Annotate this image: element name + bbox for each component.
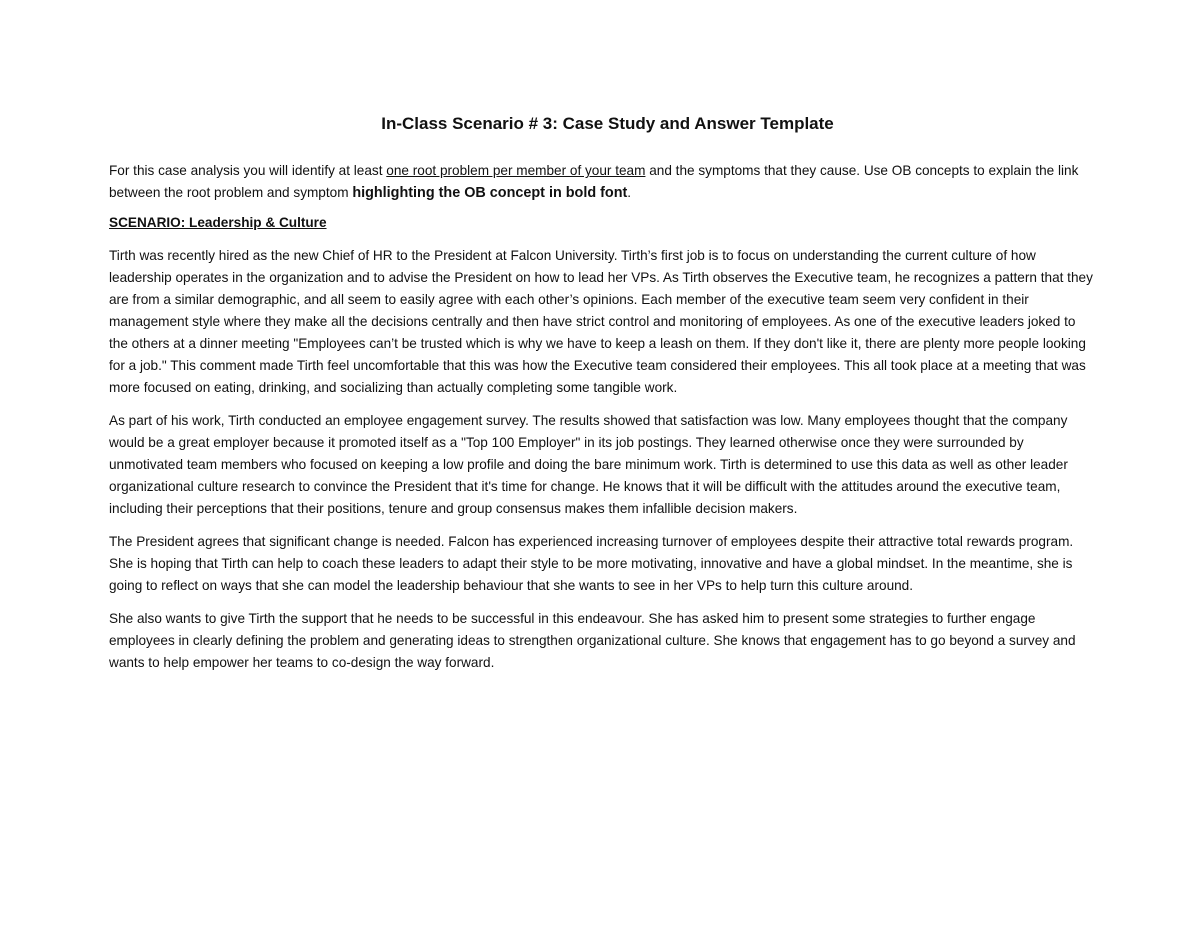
intro-underlined-text: one root problem per member of your team: [386, 163, 646, 178]
intro-bold-text: highlighting the OB concept in bold font: [352, 185, 628, 201]
document-title: In-Class Scenario # 3: Case Study and Answer Template: [381, 114, 834, 133]
document-page: [109, 112, 1094, 685]
scenario-paragraph-1: Tirth was recently hired as the new Chief of HR to the President at Falcon University. Tirth’s first job is to focus on understanding the current culture of how leadership operates in the organization and to advise the President on how to lead her VPs. As Tirth observes the Executive team, he recognizes a pattern that they are from a similar demographic, and all seem to easily agree with each other’s opinions. Each member of the executive team seem very confident in their management style where they make all the decisions centrally and then have strict control and monitoring of employees. As one of the executive leaders joked to the others at a dinner meeting "Employees can’t be trusted which is why we have to keep a leash on them. If they don't like it, there are plenty more people looking for a job." This comment made Tirth feel uncomfortable that this was how the Executive team considered their employees. This all took place at a meeting that was more focused on eating, drinking, and socializing than actually completing some tangible work.: [109, 248, 1093, 395]
intro-text-middle: and the symptoms that they cause. Use OB concepts to explain the link between the root problem and symptom: [109, 163, 1079, 200]
intro-text-start: For this case analysis you will identify at least: [109, 163, 387, 178]
scenario-paragraph-2: As part of his work, Tirth conducted an employee engagement survey. The results showed that satisfaction was low. Many employees thought that the company would be a great employer because it promoted itself as a "Top 100 Employer" in its job postings. They learned otherwise once they were surrounded by unmotivated team members who focused on keeping a low profile and doing the bare minimum work. Tirth is determined to use this data as well as other leader organizational culture research to convince the President that it's time for change. He knows that it will be difficult with the attitudes around the executive team, including their perceptions that their positions, tenure and group consensus makes them infallible decision makers.: [109, 413, 1068, 516]
scenario-paragraph-3: The President agrees that significant change is needed. Falcon has experienced increasing turnover of employees despite their attractive total rewards program. She is hoping that Tirth can help to coach these leaders to adapt their style to be more motivating, innovative and have a global mindset. In the meantime, she is going to reflect on ways that she can model the leadership behaviour that she wants to see in her VPs to help turn this culture around.: [109, 534, 1074, 593]
intro-text-end: .: [627, 185, 632, 200]
scenario-paragraph-4: She also wants to give Tirth the support that he needs to be successful in this endeavour. She has asked him to present some strategies to further engage employees in clearly defining the problem and generating ideas to strengthen organizational culture. She knows that engagement has to go beyond a survey and wants to help empower her teams to co-design the way forward.: [109, 611, 1076, 670]
section-heading: SCENARIO: Leadership & Culture: [109, 215, 327, 230]
intro-paragraph: [109, 160, 1094, 204]
